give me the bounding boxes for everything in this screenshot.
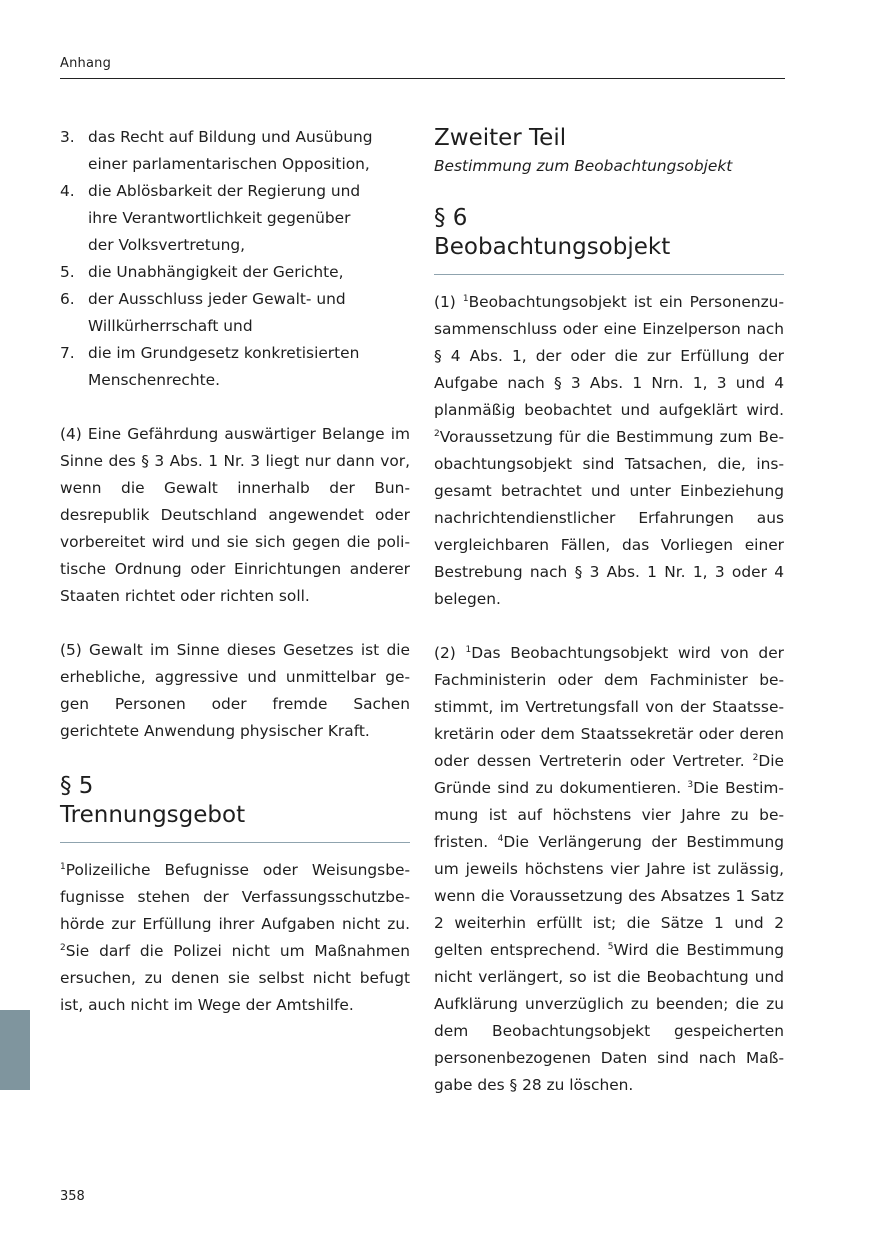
sentence: Wird die Bestimmung nicht verlängert, so ist die Beobachtung und Aufklärung unverzüglich zu beenden; die zu dem Beobachtungsobjekt gespeicherten personenbezogenen Daten sind nach Maßgabe des § 28 zu löschen. <box>434 941 784 1094</box>
list-item-line: ihre Verantwortlichkeit gegenüber <box>88 209 351 227</box>
part-title: Zweiter Teil <box>434 125 567 151</box>
list-item-number: 6. <box>60 290 75 308</box>
part-subtitle: Bestimmung zum Beobachtungsobjekt <box>434 157 733 175</box>
list-item-number: 3. <box>60 128 75 146</box>
list-item <box>60 340 410 394</box>
sentence-number: 2 <box>434 429 440 439</box>
sentence-number: 1 <box>60 862 66 872</box>
list-item-line: der Volksvertretung, <box>88 236 246 254</box>
paragraph-4: (4) Eine Gefährdung auswärtiger Belange im Sinne des § 3 Abs. 1 Nr. 3 liegt nur dann vor, wenn die Gewalt innerhalb der Bundesrepublik Deutschland angewendet oder vorbereitet wird und sie sich gegen die politische Ordnung oder Einrichtungen anderer Staaten richtet oder richten soll. <box>60 425 410 605</box>
enumerated-list <box>60 124 410 394</box>
section-5-rule <box>60 842 410 843</box>
section-6-heading <box>434 204 784 262</box>
list-item-line: Menschenrechte. <box>88 371 221 389</box>
sentence: Das Beobachtungsobjekt wird von der Fachministerin oder dem Fachminister bestimmt, im Vertretungsfall von der Staatssekretärin oder dem Staatssekretär oder deren oder dessen Vertreterin oder Vertreter. <box>434 644 784 770</box>
sentence: Die Gründe sind zu dokumentieren. <box>434 752 784 797</box>
sentence-number: 3 <box>687 780 694 790</box>
list-item <box>60 178 410 259</box>
section-6-paragraph-1 <box>434 289 784 613</box>
list-item-line: der Ausschluss jeder Gewalt- und <box>88 290 346 308</box>
sentence-number: 5 <box>607 942 614 952</box>
sentence: Die Bestimmung ist auf höchstens vier Jahre zu befristen. <box>434 779 784 851</box>
list-item-number: 5. <box>60 263 75 281</box>
section-5-number: § 5 <box>60 773 94 799</box>
right-column <box>434 124 784 1099</box>
list-item-line: das Recht auf Bildung und Ausübung <box>88 128 373 146</box>
list-item <box>60 286 410 340</box>
header-rule <box>60 78 785 79</box>
sentence-number: 2 <box>752 753 759 763</box>
running-header: Anhang <box>60 56 112 71</box>
page-number: 358 <box>60 1189 85 1204</box>
list-item-number: 4. <box>60 182 75 200</box>
sentence-number: 1 <box>465 645 472 655</box>
sentence: Polizeiliche Befugnisse oder Weisungsbefugnisse stehen der Verfassungsschutzbehörde zur Erfüllung ihrer Aufgaben nicht zu. <box>60 861 410 933</box>
list-item <box>60 259 410 286</box>
sentence: Voraussetzung für die Bestimmung zum Beobachtungsobjekt sind Tatsachen, die, insgesamt betrachtet und unter Einbeziehung nachrichtendienstlicher Erfahrungen aus vergleichbaren Fällen, das Vorliegen einer Bestrebung nach § 3 Abs. 1 Nr. 1, 3 oder 4 belegen. <box>434 428 784 608</box>
section-5-title: Trennungsgebot <box>60 802 246 828</box>
section-6-number: § 6 <box>434 205 468 231</box>
section-6-paragraph-2 <box>434 640 784 1099</box>
left-column <box>60 124 410 1019</box>
list-item <box>60 124 410 178</box>
section-5-heading <box>60 772 410 830</box>
list-item-line: die Ablösbarkeit der Regierung und <box>88 182 361 200</box>
sentence: Die Verlängerung der Bestimmung um jeweils höchstens vier Jahre ist zulässig, wenn die Voraussetzung des Absatzes 1 Satz 2 weiterhin erfüllt ist; die Sätze 1 und 2 gelten entsprechend. <box>434 833 784 959</box>
sentence-number: 1 <box>462 294 469 304</box>
list-item-line: die im Grundgesetz konkretisierten <box>88 344 360 362</box>
paragraph-prefix: (2) <box>434 644 466 662</box>
section-5-text <box>60 857 410 1019</box>
list-item-number: 7. <box>60 344 75 362</box>
sentence: Beobachtungsobjekt ist ein Personenzusammenschluss oder eine Einzelperson nach § 4 Abs. 1, der oder die zur Erfüllung der Aufgabe nach § 3 Abs. 1 Nrn. 1, 3 und 4 planmäßig beobachtet und aufgeklärt wird. <box>434 293 784 419</box>
sentence-number: 2 <box>60 943 66 953</box>
paragraph-prefix: (1) <box>434 293 463 311</box>
chapter-side-tab <box>0 1010 30 1090</box>
sentence-number: 4 <box>497 834 504 844</box>
section-6-rule <box>434 274 784 275</box>
list-item-line: einer parlamentarischen Opposition, <box>88 155 370 173</box>
list-item-line: die Unabhängigkeit der Gerichte, <box>88 263 344 281</box>
sentence: Sie darf die Polizei nicht um Maßnahmen ersuchen, zu denen sie selbst nicht befugt ist, auch nicht im Wege der Amtshilfe. <box>60 942 410 1014</box>
section-6-title: Beobachtungsobjekt <box>434 234 671 260</box>
paragraph-5: (5) Gewalt im Sinne dieses Gesetzes ist die erhebliche, aggressive und unmittelbar gegen Personen oder fremde Sachen gerichtete Anwendung physischer Kraft. <box>60 641 410 740</box>
list-item-line: Willkürherrschaft und <box>88 317 253 335</box>
